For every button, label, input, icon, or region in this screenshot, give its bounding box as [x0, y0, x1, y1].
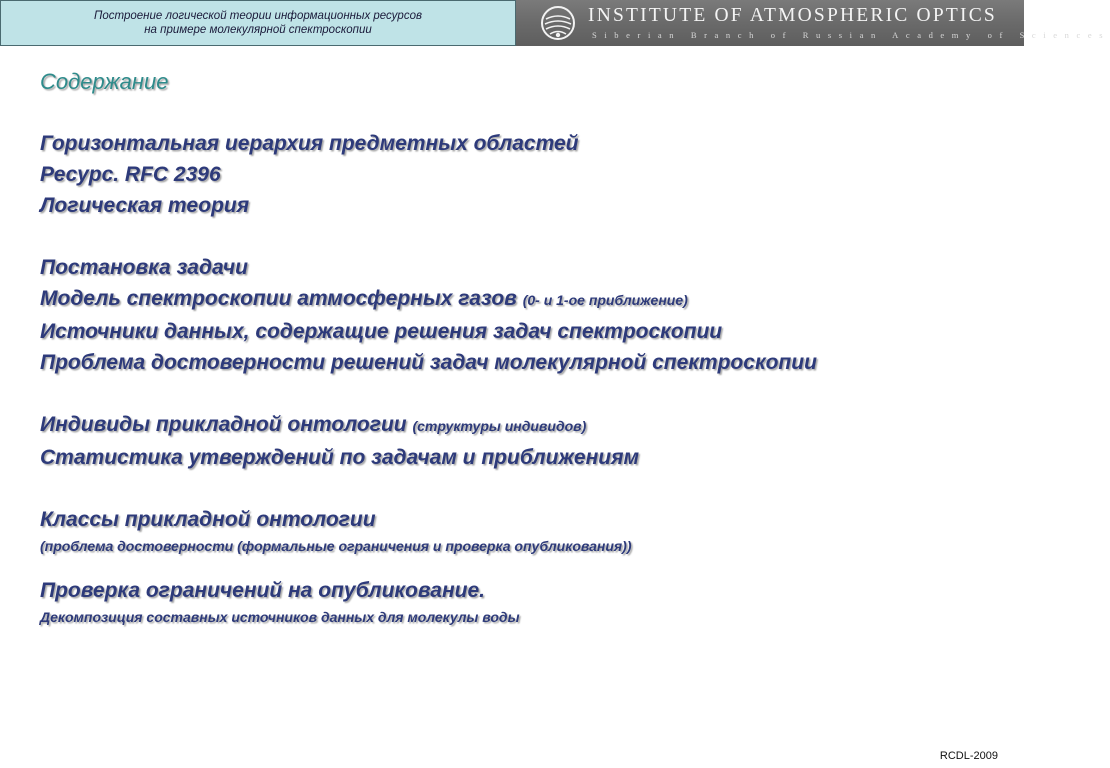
contents-item: Статистика утверждений по задачам и приближениям — [40, 446, 640, 469]
presentation-title-box — [0, 0, 516, 46]
contents-item: Источники данных, содержащие решения задач спектроскопии — [40, 320, 723, 343]
presentation-title-line-2: на примере молекулярной спектроскопии — [144, 24, 372, 36]
contents-item: Постановка задачи — [40, 256, 248, 279]
contents-item: Горизонтальная иерархия предметных областей — [40, 132, 579, 155]
contents-item: Классы прикладной онтологии — [40, 508, 376, 531]
institute-banner — [516, 0, 1110, 46]
contents-item — [40, 409, 1015, 442]
contents-item-subtext: (проблема достоверности (формальные ограничения и проверка опубликования)) — [40, 538, 632, 554]
presentation-title-line-1: Построение логической теории информационных ресурсов — [94, 10, 422, 22]
contents-item-note: (структуры индивидов) — [412, 418, 587, 434]
contents-item — [40, 283, 1015, 316]
footer-label: RCDL-2009 — [939, 750, 998, 762]
contents-item: Ресурс. RFC 2396 — [40, 163, 221, 186]
spacer — [40, 221, 1015, 252]
institute-name: INSTITUTE OF ATMOSPHERIC OPTICS — [588, 5, 997, 26]
contents-item-note: (0- и 1-ое приближение) — [522, 292, 688, 308]
contents-item: Логическая теория — [40, 194, 250, 217]
institute-subtitle: Siberian Branch of Russian Academy of Sciences — [592, 30, 1110, 40]
spacer — [40, 557, 1015, 575]
spacer — [40, 473, 1015, 504]
spacer — [40, 97, 1015, 128]
contents-item: Проблема достоверности решений задач молекулярной спектроскопии — [40, 351, 817, 374]
contents-item-main: Модель спектроскопии атмосферных газов — [40, 287, 517, 310]
contents-list — [40, 66, 1015, 628]
contents-item-subtext: Декомпозиция составных источников данных для молекулы воды — [40, 609, 520, 625]
spacer — [40, 378, 1015, 409]
contents-item-main: Индивиды прикладной онтологии — [40, 413, 407, 436]
contents-heading: Содержание — [40, 69, 169, 94]
contents-item: Проверка ограничений на опубликование. — [40, 579, 485, 602]
globe-logo-icon — [540, 5, 576, 41]
